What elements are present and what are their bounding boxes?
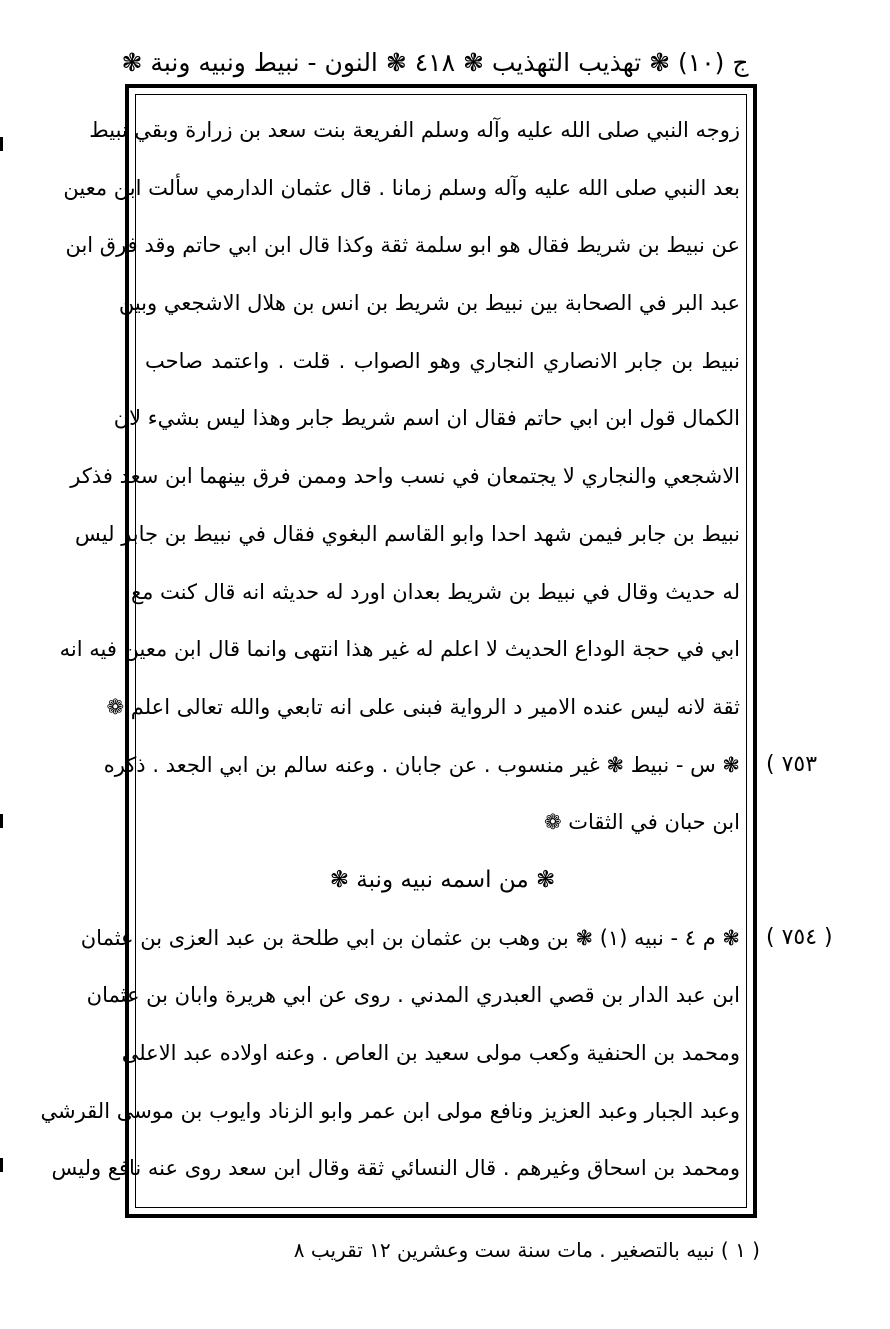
text-line: ثقة لانه ليس عنده الامير د الرواية فبنى على انه تابعي والله تعالى اعلم ❁ [106,694,740,719]
text-line: بعد النبي صلى الله عليه وآله وسلم زمانا . قال عثمان الدارمي سألت ابن معين [63,175,740,200]
text-line: زوجه النبي صلى الله عليه وآله وسلم الفريعة بنت سعد بن زرارة وبقي نبيط [89,118,740,142]
footnote: ( ١ ) نبيه بالتصغير . مات سنة ست وعشرين ١٢ تقريب ٨ [293,1238,760,1262]
margin-mark [0,137,3,151]
entry-number-754: ( ٧٥٤ ) [766,925,833,950]
main-text [40,102,740,1198]
entry-753-line: ❃ س - نبيط ❃ غير منسوب . عن جابان . وعنه سالم بن ابي الجعد . ذكره [103,752,740,777]
text-line: الاشجعي والنجاري لا يجتمعان في نسب واحد وممن فرق بينهما ابن سعد فذكر [70,464,740,489]
entry-number-753: ٧٥٣ ) [766,752,818,777]
text-line: ابي في حجة الوداع الحديث لا اعلم له غير هذا انتهى وانما قال ابن معين فيه انه [59,637,740,662]
text-line: نبيط بن جابر فيمن شهد احدا وابو القاسم البغوي فقال في نبيط بن جابر ليس [75,521,740,546]
text-line: له حديث وقال في نبيط بن شريط بعدان اورد له حديثه انه قال كنت مع [130,579,740,604]
entry-754-line: ❃ م ٤ - نبيه (١) ❃ بن وهب بن عثمان بن ابي طلحة بن عبد العزى بن عثمان [80,925,740,950]
text-line: عبد البر في الصحابة بين نبيط بن شريط بن انس بن هلال الاشجعي وبين [118,291,740,316]
entry-754-line: ومحمد بن اسحاق وغيرهم . قال النسائي ثقة وقال ابن سعد روى عنه نافع وليس [51,1156,740,1181]
section-heading: ❃ من اسمه نبيه ونبة ❃ [329,866,556,893]
page-header: ج (١٠) ❃ تهذيب التهذيب ❃ ٤١٨ ❃ النون - نبيط ونبيه ونبة ❃ [121,48,749,77]
entry-753-line: ابن حبان في الثقات ❁ [543,810,740,835]
margin-mark [0,814,3,828]
entry-754-line: ومحمد بن الحنفية وكعب مولى سعيد بن العاص . وعنه اولاده عبد الاعلى [121,1041,740,1065]
text-line: نبيط بن جابر الانصاري النجاري وهو الصواب . قلت . واعتمد صاحب [145,348,740,373]
entry-754-line: وعبد الجبار وعبد العزيز ونافع مولى ابن عمر وابو الزناد وايوب بن موسى القرشي [40,1098,740,1123]
text-line: عن نبيط بن شريط فقال هو ابو سلمة ثقة وكذا قال ابن ابي حاتم وقد فرق ابن [65,233,740,258]
margin-mark [0,1158,3,1172]
text-line: الكمال قول ابن ابي حاتم فقال ان اسم شريط جابر وهذا ليس بشيء لان [113,406,740,431]
entry-754-line: ابن عبد الدار بن قصي العبدري المدني . روى عن ابي هريرة وابان بن عثمان [86,983,740,1008]
